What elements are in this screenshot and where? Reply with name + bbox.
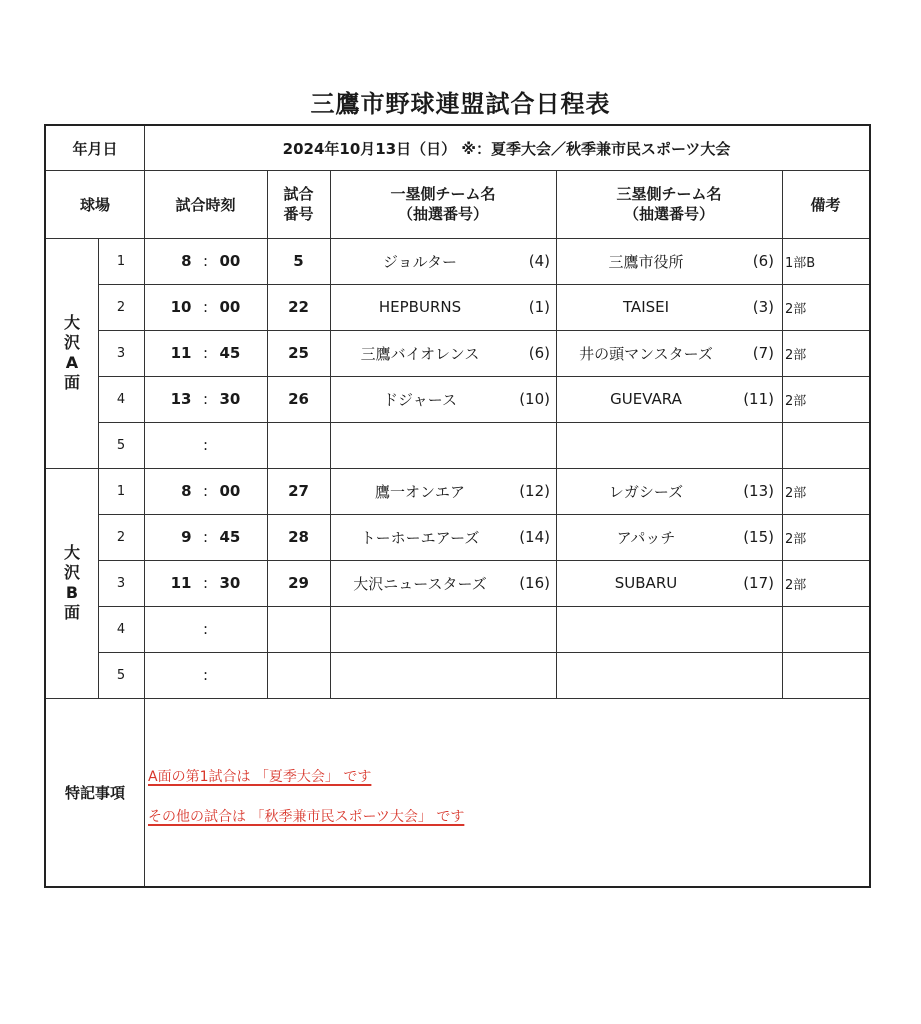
remark [782, 652, 872, 698]
time-separator: : [202, 666, 209, 684]
header-third-team-line1: 三塁側チーム名 [616, 185, 722, 203]
match-time [144, 652, 267, 698]
first-base-team: ジョルター [382, 252, 458, 271]
game-number [267, 606, 330, 652]
third-base-draw [734, 606, 774, 652]
third-base-draw: (17) [743, 574, 774, 592]
third-base-team: GUEVARA [610, 390, 682, 408]
special-notes-label: 特記事項 [64, 783, 125, 802]
time-hour: 11 [170, 344, 192, 362]
time-minute: 00 [219, 298, 241, 316]
game-number: 5 [293, 252, 304, 270]
first-base-team: ドジャース [383, 390, 457, 409]
first-base-draw: (14) [519, 528, 550, 546]
field-name-char: 面 [63, 373, 80, 392]
time-hour: 8 [181, 482, 192, 500]
game-number: 25 [288, 344, 309, 362]
time-minute: 45 [219, 528, 241, 546]
first-base-team [330, 652, 510, 698]
first-base-draw [508, 652, 550, 698]
first-base-draw: (4) [528, 252, 550, 270]
time-separator: : [202, 344, 209, 362]
remark [782, 606, 872, 652]
time-separator: : [202, 574, 209, 592]
field-name-char: 沢 [63, 333, 80, 352]
remark [782, 422, 872, 468]
first-base-team [330, 606, 510, 652]
first-base-team: 三鷹バイオレンス [360, 344, 480, 363]
third-base-draw: (13) [743, 482, 774, 500]
third-base-team [556, 606, 736, 652]
game-number [267, 422, 330, 468]
field-name-char: 面 [63, 603, 80, 622]
match-number: 5 [116, 667, 126, 683]
third-base-draw: (11) [743, 390, 774, 408]
time-separator: : [202, 298, 209, 316]
third-base-draw [734, 652, 774, 698]
match-time [144, 606, 267, 652]
first-base-team: トーホーエアーズ [360, 528, 480, 547]
first-base-draw: (10) [519, 390, 550, 408]
first-base-draw [508, 422, 550, 468]
match-time [144, 238, 267, 284]
header-game-no-line1: 試合 [283, 185, 314, 203]
header-first-team [330, 170, 556, 238]
game-number: 27 [288, 482, 309, 500]
date-label: 年月日 [72, 139, 118, 158]
time-separator: : [202, 620, 209, 638]
time-minute: 00 [219, 482, 241, 500]
field-name-char: B [65, 583, 79, 602]
third-base-draw: (15) [743, 528, 774, 546]
time-minute: 30 [219, 390, 241, 408]
match-time [144, 560, 267, 606]
first-base-draw [508, 606, 550, 652]
match-time [144, 468, 267, 514]
match-number: 3 [116, 345, 126, 361]
first-base-team: 鷹一オンエア [374, 482, 465, 501]
header-third-team-line2: （抽選番号） [623, 205, 714, 223]
special-note-line: その他の試合は 「秋季兼市民スポーツ大会」 です [148, 809, 465, 825]
game-number: 26 [288, 390, 309, 408]
special-note-line: A面の第1試合は 「夏季大会」 です [148, 769, 372, 785]
time-minute: 00 [219, 252, 241, 270]
schedule-table [44, 124, 871, 888]
first-base-draw: (6) [528, 344, 550, 362]
field-name [46, 468, 98, 698]
table-rule [46, 698, 869, 699]
page-title: 三鷹市野球連盟試合日程表 [310, 90, 611, 118]
remark: 2部 [785, 347, 807, 363]
match-time [144, 514, 267, 560]
match-number: 1 [116, 253, 126, 269]
third-base-team: レガシーズ [608, 482, 684, 501]
match-number: 2 [116, 299, 126, 315]
match-time [144, 376, 267, 422]
remark: 2部 [785, 531, 807, 547]
header-first-team-line1: 一塁側チーム名 [390, 185, 496, 203]
game-number: 29 [288, 574, 309, 592]
header-first-team-line2: （抽選番号） [397, 205, 488, 223]
time-hour: 11 [170, 574, 192, 592]
remark: 2部 [785, 301, 807, 317]
header-field: 球場 [79, 195, 110, 214]
time-minute: 30 [219, 574, 241, 592]
match-number: 1 [116, 483, 126, 499]
third-base-draw: (7) [752, 344, 774, 362]
match-number: 2 [116, 529, 126, 545]
third-base-team: 三鷹市役所 [608, 252, 684, 271]
field-name-char: 大 [63, 543, 80, 562]
third-base-team: 井の頭マンスターズ [579, 344, 713, 363]
header-time: 試合時刻 [175, 195, 236, 214]
header-remarks: 備考 [810, 195, 841, 214]
first-base-draw: (1) [528, 298, 550, 316]
date-value: 2024年10月13日（日） ※：夏季大会／秋季兼市民スポーツ大会 [282, 139, 731, 158]
time-separator: : [202, 390, 209, 408]
third-base-team: TAISEI [622, 298, 670, 316]
third-base-team [556, 652, 736, 698]
match-number: 5 [116, 437, 126, 453]
time-separator: : [202, 482, 209, 500]
first-base-draw: (16) [519, 574, 550, 592]
third-base-draw: (6) [752, 252, 774, 270]
field-name-char: 沢 [63, 563, 80, 582]
field-name-char: A [65, 353, 79, 372]
match-number: 4 [116, 391, 126, 407]
time-hour: 8 [181, 252, 192, 270]
time-separator: : [202, 252, 209, 270]
header-game-no-line2: 番号 [283, 205, 314, 223]
third-base-draw [734, 422, 774, 468]
first-base-team [330, 422, 510, 468]
third-base-team [556, 422, 736, 468]
match-time [144, 422, 267, 468]
game-number [267, 652, 330, 698]
match-time [144, 330, 267, 376]
remark: 2部 [785, 577, 807, 593]
match-time [144, 284, 267, 330]
field-name [46, 238, 98, 468]
time-minute: 45 [219, 344, 241, 362]
remark: 1部B [785, 255, 816, 271]
header-game-no [267, 170, 330, 238]
header-third-team [556, 170, 782, 238]
third-base-draw: (3) [752, 298, 774, 316]
match-number: 3 [116, 575, 126, 591]
first-base-team: HEPBURNS [378, 298, 462, 316]
first-base-draw: (12) [519, 482, 550, 500]
first-base-team: 大沢ニュースターズ [353, 574, 487, 593]
time-hour: 9 [181, 528, 192, 546]
game-number: 28 [288, 528, 309, 546]
remark: 2部 [785, 485, 807, 501]
third-base-team: アパッチ [616, 528, 676, 547]
game-number: 22 [288, 298, 309, 316]
time-hour: 13 [170, 390, 192, 408]
time-separator: : [202, 436, 209, 454]
time-hour: 10 [170, 298, 192, 316]
remark: 2部 [785, 393, 807, 409]
third-base-team: SUBARU [614, 574, 678, 592]
time-separator: : [202, 528, 209, 546]
match-number: 4 [116, 621, 126, 637]
field-name-char: 大 [63, 313, 80, 332]
